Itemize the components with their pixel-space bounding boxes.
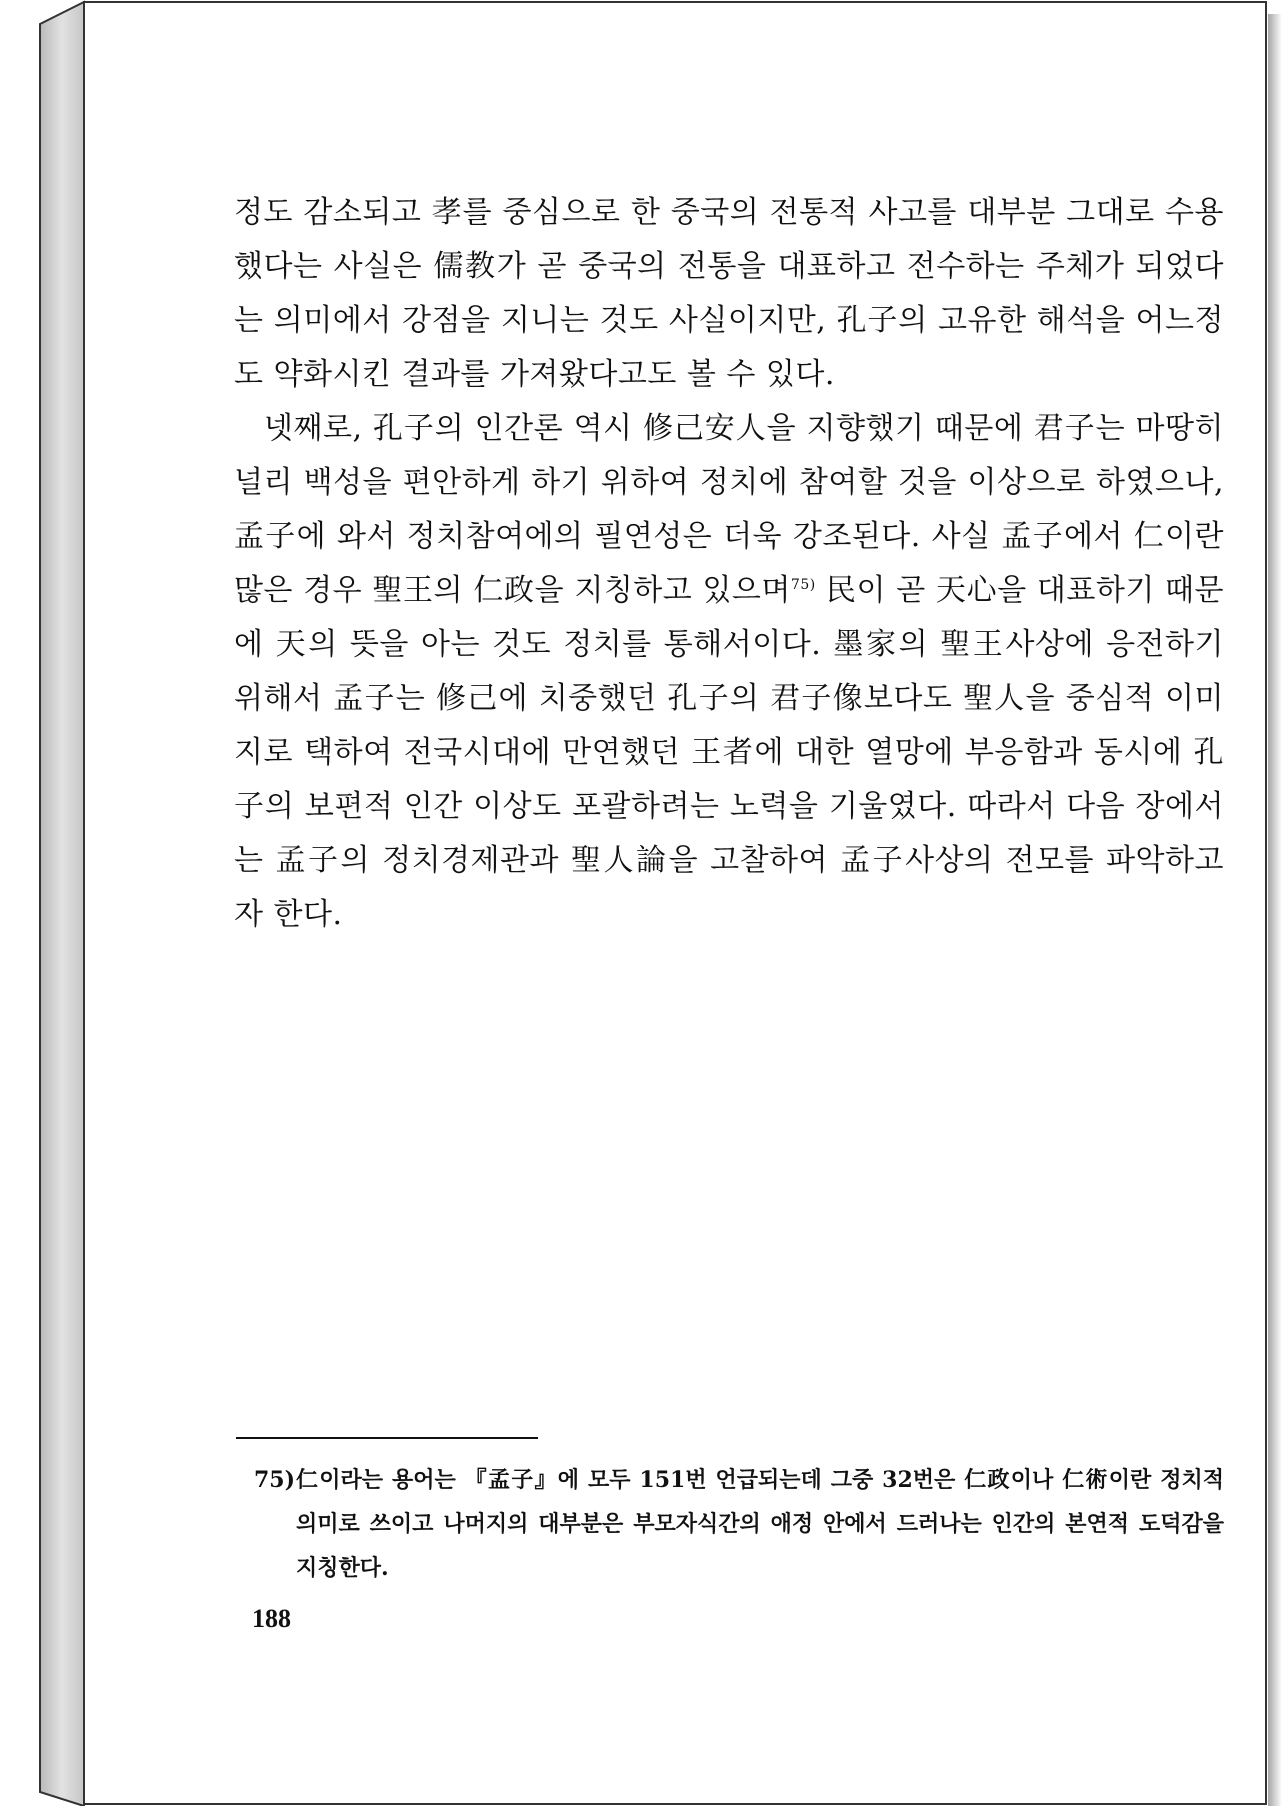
paragraph-1: 정도 감소되고 孝를 중심으로 한 중국의 전통적 사고를 대부분 그대로 수용했다는 사실은 儒教가 곧 중국의 전통을 대표하고 전수하는 주체가 되었다는 의미에서 강점을 지니는 것도 사실이지만, 孔子의 고유한 해석을 어느정도 약화시킨 결과를 가져왔다고도 볼 수 있다.	[234, 195, 1224, 392]
page-number: 188	[252, 1604, 291, 1633]
paragraph-2-text-before-ref: 넷째로, 孔子의 인간론 역시 修己安人을 지향했기 때문에 君子는 마땅히 널리 백성을 편안하게 하기 위하여 정치에 참여할 것을 이상으로 하였으나, 孟子에 와서 정치참여에의 필연성은 더욱 강조된다. 사실 孟子에서 仁이란 많은 경우 聖王의 仁政을 지칭하고 있으며	[234, 411, 1224, 608]
footnote-reference: 75)	[790, 577, 816, 593]
paragraph-2	[234, 402, 1224, 942]
body-text	[234, 186, 1224, 942]
footnote-text: 仁이라는 용어는 『孟子』에 모두 151번 언급되는데 그중 32번은 仁政이나 仁術이란 정치적 의미로 쓰이고 나머지의 대부분은 부모자식간의 애정 안에서 드러나는 인간의 본연적 도덕감을 지칭한다.	[296, 1467, 1224, 1581]
footnote	[254, 1458, 1224, 1590]
page-content	[84, 0, 1244, 1806]
footnote-number: 75)	[254, 1467, 296, 1493]
paragraph-2-text-after-ref: 民이 곧 天心을 대표하기 때문에 天의 뜻을 아는 것도 정치를 통해서이다. 墨家의 聖王사상에 응전하기 위해서 孟子는 修己에 치중했던 孔子의 君子像보다도 聖人을 중심적 이미지로 택하여 전국시대에 만연했던 王者에 대한 열망에 부응함과 동시에 孔子의 보편적 인간 이상도 포괄하려는 노력을 기울였다. 따라서 다음 장에서는 孟子의 정치경제관과 聖人論을 고찰하여 孟子사상의 전모를 파악하고자 한다.	[234, 573, 1224, 932]
book-spine-edge	[40, 2, 84, 1806]
footnote-divider	[236, 1437, 538, 1439]
page-shadow	[1268, 14, 1282, 1806]
